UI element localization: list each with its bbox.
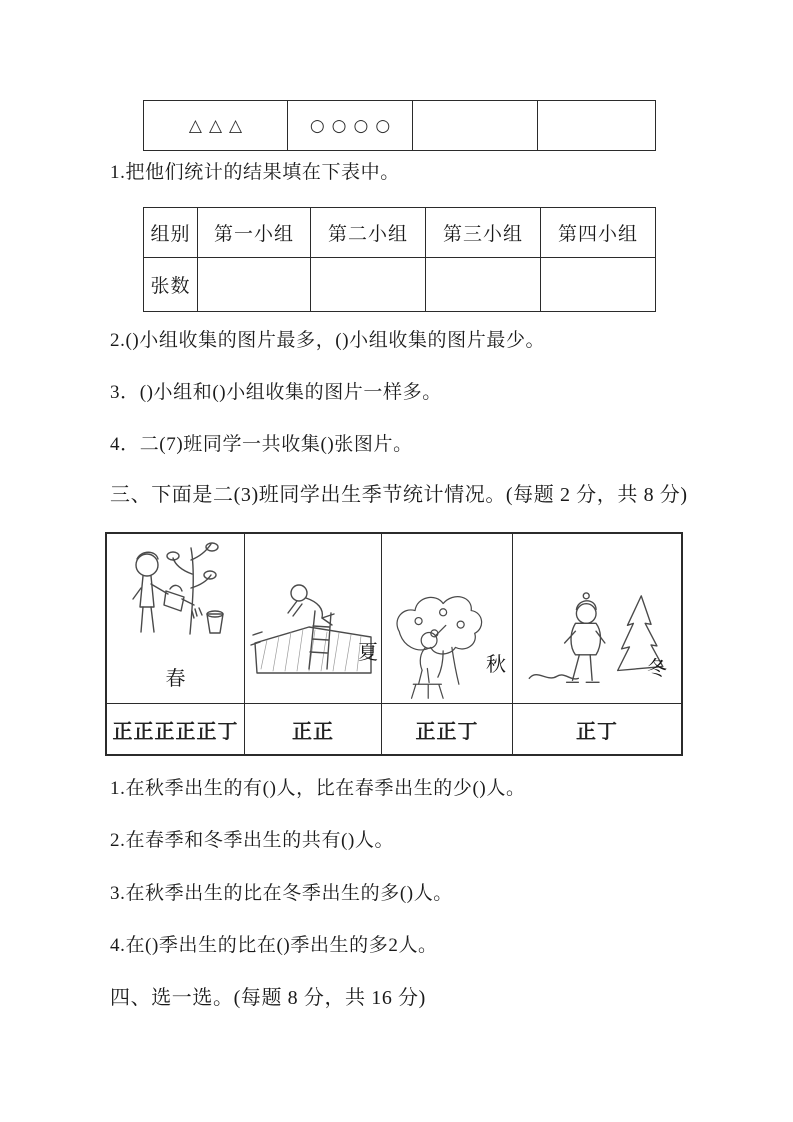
header-group-3: 第三小组 bbox=[426, 208, 541, 258]
season-label-spring: 春 bbox=[165, 668, 186, 690]
symbol-cell-blank-1 bbox=[413, 101, 538, 151]
part3-question-4: 4.在()季出生的比在()季出生的多2人。 bbox=[110, 935, 438, 956]
season-label-autumn: 秋 bbox=[486, 654, 506, 676]
count-blank-2 bbox=[311, 258, 426, 312]
group-count-table bbox=[143, 207, 656, 312]
part2-question-2: 2.()小组收集的图片最多，()小组收集的图片最少。 bbox=[110, 330, 546, 351]
tally-spring: 正正正正正丁 bbox=[107, 704, 245, 754]
season-cell-spring bbox=[107, 534, 245, 704]
group-table-header-row bbox=[144, 208, 656, 258]
part2-question-3: 3．()小组和()小组收集的图片一样多。 bbox=[110, 382, 442, 403]
tally-winter: 正丁 bbox=[576, 720, 618, 743]
season-cell-autumn bbox=[382, 534, 513, 704]
tally-autumn: 正正丁 bbox=[382, 704, 513, 754]
header-group-1: 第一小组 bbox=[198, 208, 311, 258]
count-blank-4 bbox=[541, 258, 656, 312]
count-blank-1 bbox=[198, 258, 311, 312]
season-label-winter: 冬 bbox=[647, 658, 667, 680]
symbol-table bbox=[143, 100, 656, 151]
symbol-cell-triangles: △△△ bbox=[144, 101, 288, 151]
tally-summer: 正正 bbox=[245, 704, 382, 754]
symbol-table-row bbox=[144, 101, 656, 151]
part3-question-3: 3.在秋季出生的比在冬季出生的多()人。 bbox=[110, 883, 453, 904]
winter-skating-illustration bbox=[525, 588, 673, 698]
symbol-cell-blank-2 bbox=[538, 101, 656, 151]
part3-title: 三、下面是二(3)班同学出生季节统计情况。(每题 2 分，共 8 分) bbox=[110, 484, 688, 506]
season-cell-winter bbox=[513, 534, 681, 704]
part3-question-2: 2.在春季和冬季出生的共有()人。 bbox=[110, 830, 395, 851]
autumn-fruit-picking-illustration bbox=[385, 586, 503, 700]
part2-question-1: 1.把他们统计的结果填在下表中。 bbox=[110, 162, 400, 183]
part3-question-1: 1.在秋季出生的有()人，比在春季出生的少()人。 bbox=[110, 778, 526, 799]
header-group: 组别 bbox=[144, 208, 198, 258]
season-table bbox=[105, 532, 683, 756]
group-table-count-row bbox=[144, 258, 656, 312]
header-group-2: 第二小组 bbox=[311, 208, 426, 258]
season-cell-summer bbox=[245, 534, 382, 704]
season-label-summer: 夏 bbox=[358, 642, 378, 664]
part2-question-4: 4．二(7)班同学一共收集()张图片。 bbox=[110, 434, 413, 455]
count-blank-3 bbox=[426, 258, 541, 312]
header-group-4: 第四小组 bbox=[541, 208, 656, 258]
row-label-sheets: 张数 bbox=[144, 258, 198, 312]
symbol-cell-circles: ○○○○ bbox=[288, 101, 413, 151]
part4-title: 四、选一选。(每题 8 分，共 16 分) bbox=[110, 987, 426, 1009]
spring-watering-illustration bbox=[113, 538, 235, 680]
